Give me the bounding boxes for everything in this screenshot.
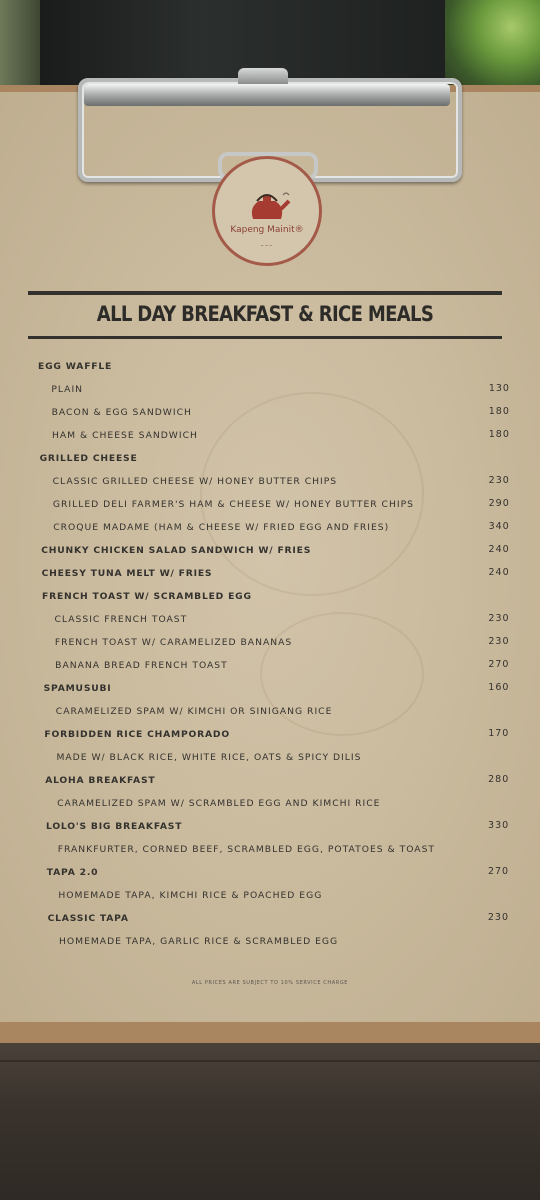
menu-item: CLASSIC FRENCH TOAST: [54, 614, 188, 625]
menu-item: CARAMELIZED SPAM W/ SCRAMBLED EGG AND KIMCHI RICE: [57, 798, 381, 809]
logo-tagline: ~~~: [260, 243, 274, 248]
menu-item: FRANKFURTER, CORNED BEEF, SCRAMBLED EGG, POTATOES & TOAST: [57, 844, 436, 855]
menu-item: HOMEMADE TAPA, GARLIC RICE & SCRAMBLED EGG: [59, 936, 339, 947]
menu-item: BACON & EGG SANDWICH: [51, 407, 192, 418]
menu-title: ALL DAY BREAKFAST & RICE MEALS: [96, 302, 434, 326]
menu-price: 330: [488, 820, 510, 831]
menu-price: 230: [488, 613, 510, 624]
menu-price: 170: [488, 728, 510, 739]
menu-item: CLASSIC GRILLED CHEESE W/ HONEY BUTTER CHIPS: [52, 476, 338, 487]
menu-price: 290: [488, 498, 510, 509]
menu-category: FORBIDDEN RICE CHAMPORADO: [44, 729, 230, 740]
menu-category: CHEESY TUNA MELT W/ FRIES: [41, 568, 213, 579]
menu-price: 230: [487, 912, 510, 923]
menu-category: FRENCH TOAST W/ SCRAMBLED EGG: [42, 591, 252, 602]
logo-text: Kapeng Mainit®: [230, 225, 304, 235]
menu-category: GRILLED CHEESE: [39, 453, 138, 464]
menu-price: 160: [488, 682, 510, 693]
menu-item: MADE W/ BLACK RICE, WHITE RICE, OATS & SPICY DILIS: [56, 752, 362, 763]
menu-price: 230: [488, 636, 510, 647]
menu-item: BANANA BREAD FRENCH TOAST: [55, 660, 228, 671]
menu-price: 280: [488, 774, 510, 785]
menu-item: GRILLED DELI FARMER'S HAM & CHEESE W/ HONEY BUTTER CHIPS: [52, 499, 414, 510]
menu-item: HAM & CHEESE SANDWICH: [51, 430, 198, 441]
menu-item: PLAIN: [51, 384, 84, 395]
menu-category: TAPA 2.0: [46, 867, 99, 878]
menu-category: CHUNKY CHICKEN SALAD SANDWICH W/ FRIES: [41, 545, 312, 556]
menu-price: 230: [488, 475, 510, 486]
menu-price: 180: [488, 429, 510, 440]
menu-item: HOMEMADE TAPA, KIMCHI RICE & POACHED EGG: [58, 890, 323, 901]
menu-price: 240: [488, 544, 510, 555]
menu-category: ALOHA BREAKFAST: [45, 775, 156, 786]
service-charge-note: ALL PRICES ARE SUBJECT TO 10% SERVICE CHARGE: [191, 980, 349, 986]
menu-item: FRENCH TOAST W/ CARAMELIZED BANANAS: [54, 637, 293, 648]
menu-price: 270: [488, 659, 510, 670]
menu-item: CROQUE MADAME (HAM & CHEESE W/ FRIED EGG AND FRIES): [53, 522, 390, 533]
menu-price: 270: [487, 866, 510, 877]
menu-price: 340: [488, 521, 510, 532]
menu-item: CARAMELIZED SPAM W/ KIMCHI OR SINIGANG RICE: [55, 706, 333, 717]
menu-price: 130: [488, 383, 510, 394]
menu-price: 180: [488, 406, 510, 417]
menu-price: 240: [488, 567, 510, 578]
menu-category: SPAMUSUBI: [43, 683, 112, 694]
menu-category: LOLO'S BIG BREAKFAST: [46, 821, 183, 832]
menu-category: EGG WAFFLE: [38, 361, 113, 372]
menu-category: CLASSIC TAPA: [47, 913, 129, 924]
